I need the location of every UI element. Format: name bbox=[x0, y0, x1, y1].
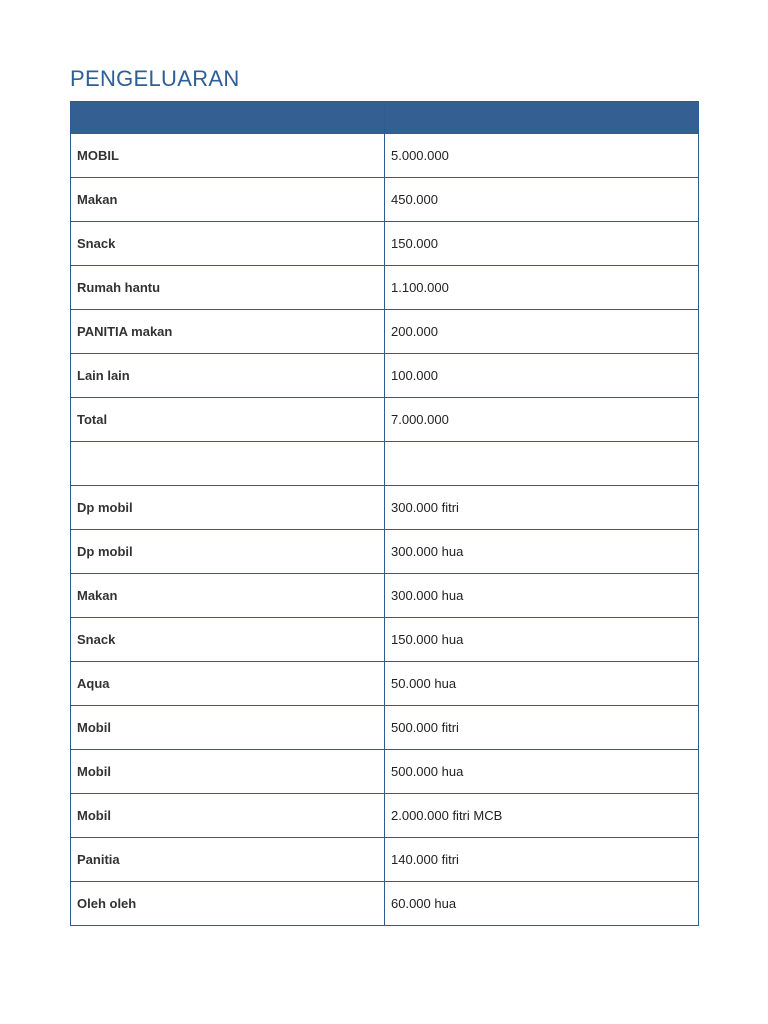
table-row bbox=[71, 442, 699, 486]
table-row bbox=[71, 354, 699, 398]
row-label: Oleh oleh bbox=[71, 882, 385, 926]
row-value: 300.000 hua bbox=[385, 530, 699, 574]
table-row bbox=[71, 838, 699, 882]
row-label: Dp mobil bbox=[71, 530, 385, 574]
table-row bbox=[71, 530, 699, 574]
row-label: MOBIL bbox=[71, 134, 385, 178]
row-label: Mobil bbox=[71, 750, 385, 794]
row-label: Panitia bbox=[71, 838, 385, 882]
table-row bbox=[71, 266, 699, 310]
row-value: 500.000 fitri bbox=[385, 706, 699, 750]
table-row bbox=[71, 398, 699, 442]
row-value: 140.000 fitri bbox=[385, 838, 699, 882]
table-row bbox=[71, 618, 699, 662]
header-cell-label bbox=[71, 102, 385, 134]
table-row bbox=[71, 794, 699, 838]
row-label: Aqua bbox=[71, 662, 385, 706]
row-label: Lain lain bbox=[71, 354, 385, 398]
table-row bbox=[71, 662, 699, 706]
row-value: 200.000 bbox=[385, 310, 699, 354]
table-row bbox=[71, 574, 699, 618]
row-value: 300.000 fitri bbox=[385, 486, 699, 530]
expense-table bbox=[70, 101, 699, 926]
header-cell-value bbox=[385, 102, 699, 134]
row-value: 150.000 hua bbox=[385, 618, 699, 662]
row-label: Mobil bbox=[71, 706, 385, 750]
page-title: PENGELUARAN bbox=[70, 66, 240, 91]
table-row bbox=[71, 222, 699, 266]
row-value: 1.100.000 bbox=[385, 266, 699, 310]
table-row bbox=[71, 178, 699, 222]
table-row bbox=[71, 134, 699, 178]
row-label: Makan bbox=[71, 178, 385, 222]
row-label: Snack bbox=[71, 222, 385, 266]
row-value: 2.000.000 fitri MCB bbox=[385, 794, 699, 838]
table-header bbox=[71, 102, 699, 134]
row-label: Rumah hantu bbox=[71, 266, 385, 310]
row-value: 150.000 bbox=[385, 222, 699, 266]
row-value: 5.000.000 bbox=[385, 134, 699, 178]
row-label: Mobil bbox=[71, 794, 385, 838]
row-label: PANITIA makan bbox=[71, 310, 385, 354]
header-row bbox=[71, 102, 699, 134]
table-row bbox=[71, 486, 699, 530]
row-label: Snack bbox=[71, 618, 385, 662]
row-value: 300.000 hua bbox=[385, 574, 699, 618]
row-value bbox=[385, 442, 699, 486]
table-body bbox=[71, 134, 699, 926]
row-label: Total bbox=[71, 398, 385, 442]
row-value: 7.000.000 bbox=[385, 398, 699, 442]
table-row bbox=[71, 750, 699, 794]
row-value: 450.000 bbox=[385, 178, 699, 222]
table-row bbox=[71, 882, 699, 926]
row-label: Dp mobil bbox=[71, 486, 385, 530]
row-value: 500.000 hua bbox=[385, 750, 699, 794]
table-row bbox=[71, 310, 699, 354]
row-value: 50.000 hua bbox=[385, 662, 699, 706]
row-label bbox=[71, 442, 385, 486]
row-label: Makan bbox=[71, 574, 385, 618]
row-value: 100.000 bbox=[385, 354, 699, 398]
row-value: 60.000 hua bbox=[385, 882, 699, 926]
table-row bbox=[71, 706, 699, 750]
